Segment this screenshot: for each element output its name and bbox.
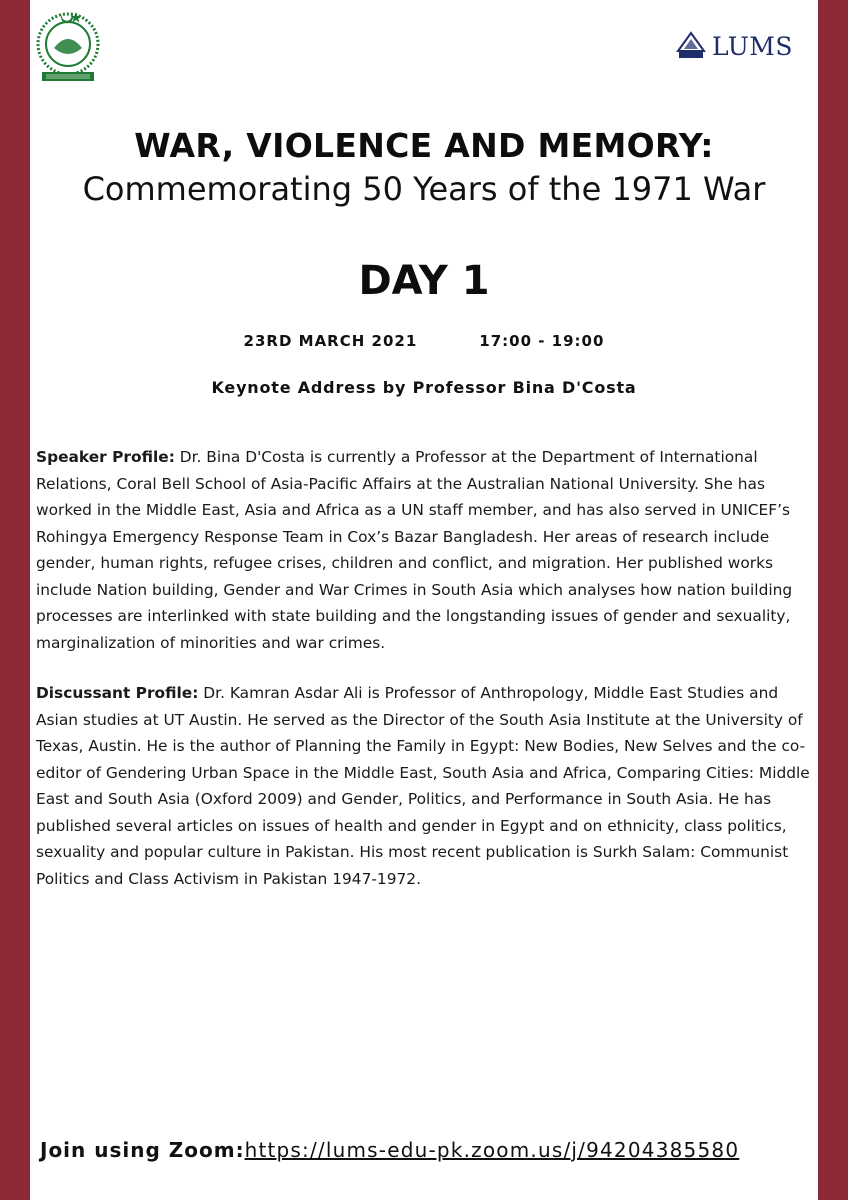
lums-wordmark: LUMS (712, 31, 794, 61)
right-border-bar (818, 0, 848, 1200)
government-seal-logo (32, 8, 104, 86)
zoom-link[interactable]: https://lums-edu-pk.zoom.us/j/94204385580 (244, 1138, 740, 1162)
lums-logo (676, 24, 814, 68)
discussant-profile-label: Discussant Profile: (36, 684, 199, 702)
event-time: 17:00 - 19:00 (479, 332, 605, 350)
speaker-profile-label: Speaker Profile: (36, 448, 175, 466)
keynote-heading: Keynote Address by Professor Bina D'Costa (211, 378, 637, 397)
speaker-profile-text: Dr. Bina D'Costa is currently a Professor at the Department of International Relations, Coral Bell School of Asia-Pacific Affairs at the Australian National University. She has worked in the Middle East, Asia and Africa as a UN staff member, and has also served in UNICEF’s Rohingya Emergency Response Team in Cox’s Bazar Bangladesh. Her areas of research include gender, human rights, refugee crises, children and conflict, and migration. Her published works include Nation building, Gender and War Crimes in South Asia which analyses how nation building processes are interlinked with state building and the longstanding issues of gender and sexuality, marginalization of minorities and war crimes. (36, 448, 793, 652)
zoom-label: Join using Zoom: (40, 1138, 245, 1162)
date-time-line (30, 332, 818, 350)
discussant-profile (36, 680, 812, 892)
page-subtitle: Commemorating 50 Years of the 1971 War (82, 170, 766, 208)
page-title: WAR, VIOLENCE AND MEMORY: (134, 126, 714, 165)
discussant-profile-text: Dr. Kamran Asdar Ali is Professor of Anthropology, Middle East Studies and Asian studies at UT Austin. He served as the Director of the South Asia Institute at the University of Texas, Austin. He is the author of Planning the Family in Egypt: New Bodies, New Selves and the co-editor of Gendering Urban Space in the Middle East, South Asia and Africa, Comparing Cities: Middle East and South Asia (Oxford 2009) and Gender, Politics, and Performance in South Asia. He has published several articles on issues of health and gender in Egypt and on ethnicity, class politics, sexuality and popular culture in Pakistan. His most recent publication is Surkh Salam: Communist Politics and Class Activism in Pakistan 1947-1972. (36, 684, 810, 888)
speaker-profile (36, 444, 812, 656)
zoom-join-line (40, 1138, 818, 1162)
lums-emblem-icon (676, 31, 706, 61)
event-date: 23RD MARCH 2021 (243, 332, 418, 350)
day-heading: DAY 1 (358, 258, 490, 304)
left-border-bar (0, 0, 30, 1200)
